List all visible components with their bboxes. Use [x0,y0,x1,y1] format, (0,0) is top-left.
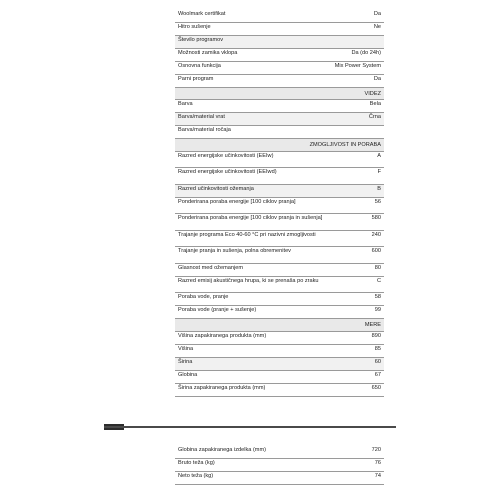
spec-value: 890 [371,332,381,339]
spec-row-barva-material-rocaja [175,126,384,139]
spec-table-upper [175,10,384,397]
spec-label: Trajanje pranja in sušenja, polna obremenitev [178,248,291,255]
spec-value: 240 [371,231,381,238]
spec-row-trajanje-pranja-in-susenja-polna-obremenitev [175,247,384,264]
spec-label: Bruto teža (kg) [178,460,215,466]
spec-row-visina [175,345,384,358]
spec-row-razred-energijske-ucinkovitosti-eeiwd [175,168,384,185]
spec-row-poraba-vode-pranje [175,293,384,306]
section-header-mere [175,319,384,331]
spec-value: Ne [373,24,381,30]
spec-value: Mix Power System [334,63,381,69]
spec-label: Parni program [178,76,214,82]
spec-row-sirina [175,358,384,371]
spec-label: Ponderirana poraba energije [100 ciklov pranja] [178,198,296,205]
spec-label: Woolmark certifikat [178,11,226,17]
section-header-zmogljivost-in-poraba [175,139,384,151]
spec-row-ponderirana-poraba-energije-100-ciklov-pranja-in-susenja [175,214,384,231]
spec-row-visina-zapakiranega-produkta-mm [175,332,384,345]
spec-value: 80 [374,264,381,271]
spec-label: Barva/material ročaja [178,127,231,134]
spec-value: Da [373,76,381,82]
section-header-label: ZMOGLJIVOST IN PORABA [309,142,381,149]
spec-value: A [377,152,381,159]
spec-row-glasnost-med-ozemanjem [175,264,384,277]
spec-label: Možnosti zamika vklopa [178,50,238,56]
spec-label: Razred energijske učinkovitosti (EEIwd) [178,169,277,176]
spec-value: 76 [374,460,381,466]
spec-value: 650 [371,384,381,391]
spec-row-stevilo-programov [175,36,384,49]
spec-label: Trajanje programa Eco 40-60 °C pri nazivni zmogljivosti [178,231,316,238]
spec-label: Ponderirana poraba energije [100 ciklov pranja in sušenja] [178,215,323,222]
spec-row-ponderirana-poraba-energije-100-ciklov-pranja [175,198,384,215]
spec-value: 56 [374,198,381,205]
spec-row-barva-material-vrat [175,113,384,126]
spec-label: Poraba vode (pranje + sušenje) [178,307,257,314]
spec-row-osnovna-funkcija [175,62,384,75]
spec-label: Glasnost med ožemanjem [178,264,243,271]
page-break-divider [104,426,396,428]
spec-row-razred-energijske-ucinkovitosti-eeiw [175,152,384,169]
spec-label: Širina zapakiranega produkta (mm) [178,384,266,391]
spec-value: 720 [371,447,381,453]
spec-value: 85 [374,345,381,352]
spec-value: Da [373,11,381,17]
spec-row-sirina-zapakiranega-produkta-mm [175,384,384,397]
spec-value: 99 [374,307,381,314]
spec-row-poraba-vode-pranje-susenje [175,306,384,319]
spec-value: C [376,277,381,284]
spec-label: Razred energijske učinkovitosti (EEIw) [178,152,274,159]
spec-label: Hitro sušenje [178,24,211,30]
spec-label: Širina [178,358,193,365]
spec-row-parni-program [175,75,384,88]
spec-value: 600 [371,248,381,255]
spec-row-barva [175,100,384,113]
spec-row-globina [175,371,384,384]
spec-label: Barva/material vrat [178,114,225,121]
spec-row-moznosti-zamika-vklopa [175,49,384,62]
spec-row-neto-teza-kg [175,472,384,485]
spec-label: Neto teža (kg) [178,473,214,479]
spec-label: Osnovna funkcija [178,63,221,69]
spec-table-lower [175,446,384,485]
spec-row-woolmark-certifikat [175,10,384,23]
spec-value: 60 [374,358,381,365]
spec-label: Razred učinkovitosti ožemanja [178,185,254,192]
spec-value: B [377,185,381,192]
spec-value: 74 [374,473,381,479]
spec-value: 67 [374,371,381,378]
spec-label: Višina zapakiranega produkta (mm) [178,332,267,339]
spec-value: Da (do 24h) [351,50,381,56]
spec-label: Poraba vode, pranje [178,294,229,301]
spec-label: Razred emisij akustičnega hrupa, ki se prenaša po zraku [178,277,319,284]
spec-value: Bela [369,101,381,108]
spec-row-globina-zapakiranega-izdelka-mm [175,446,384,459]
spec-row-razred-emisij-akusticnega-hrupa-ki-se-prenasa-po-zraku [175,277,384,294]
spec-row-razred-ucinkovitosti-ozemanja [175,185,384,198]
spec-label: Globina zapakiranega izdelka (mm) [178,447,266,453]
spec-value: F [377,169,381,176]
spec-row-hitro-susenje [175,23,384,36]
section-header-label: VIDEZ [364,91,381,97]
spec-label: Barva [178,101,193,108]
spec-label: Globina [178,371,198,378]
spec-value: 58 [374,294,381,301]
spec-value: 580 [371,215,381,222]
section-header-videz [175,88,384,100]
spec-label: Višina [178,345,194,352]
section-header-label: MERE [364,322,381,329]
spec-row-trajanje-programa-eco-40-60-c-pri-nazivni-zmogljivosti [175,231,384,248]
spec-row-bruto-teza-kg [175,459,384,472]
spec-value: Črna [368,114,381,121]
spec-label: Število programov [178,37,224,43]
